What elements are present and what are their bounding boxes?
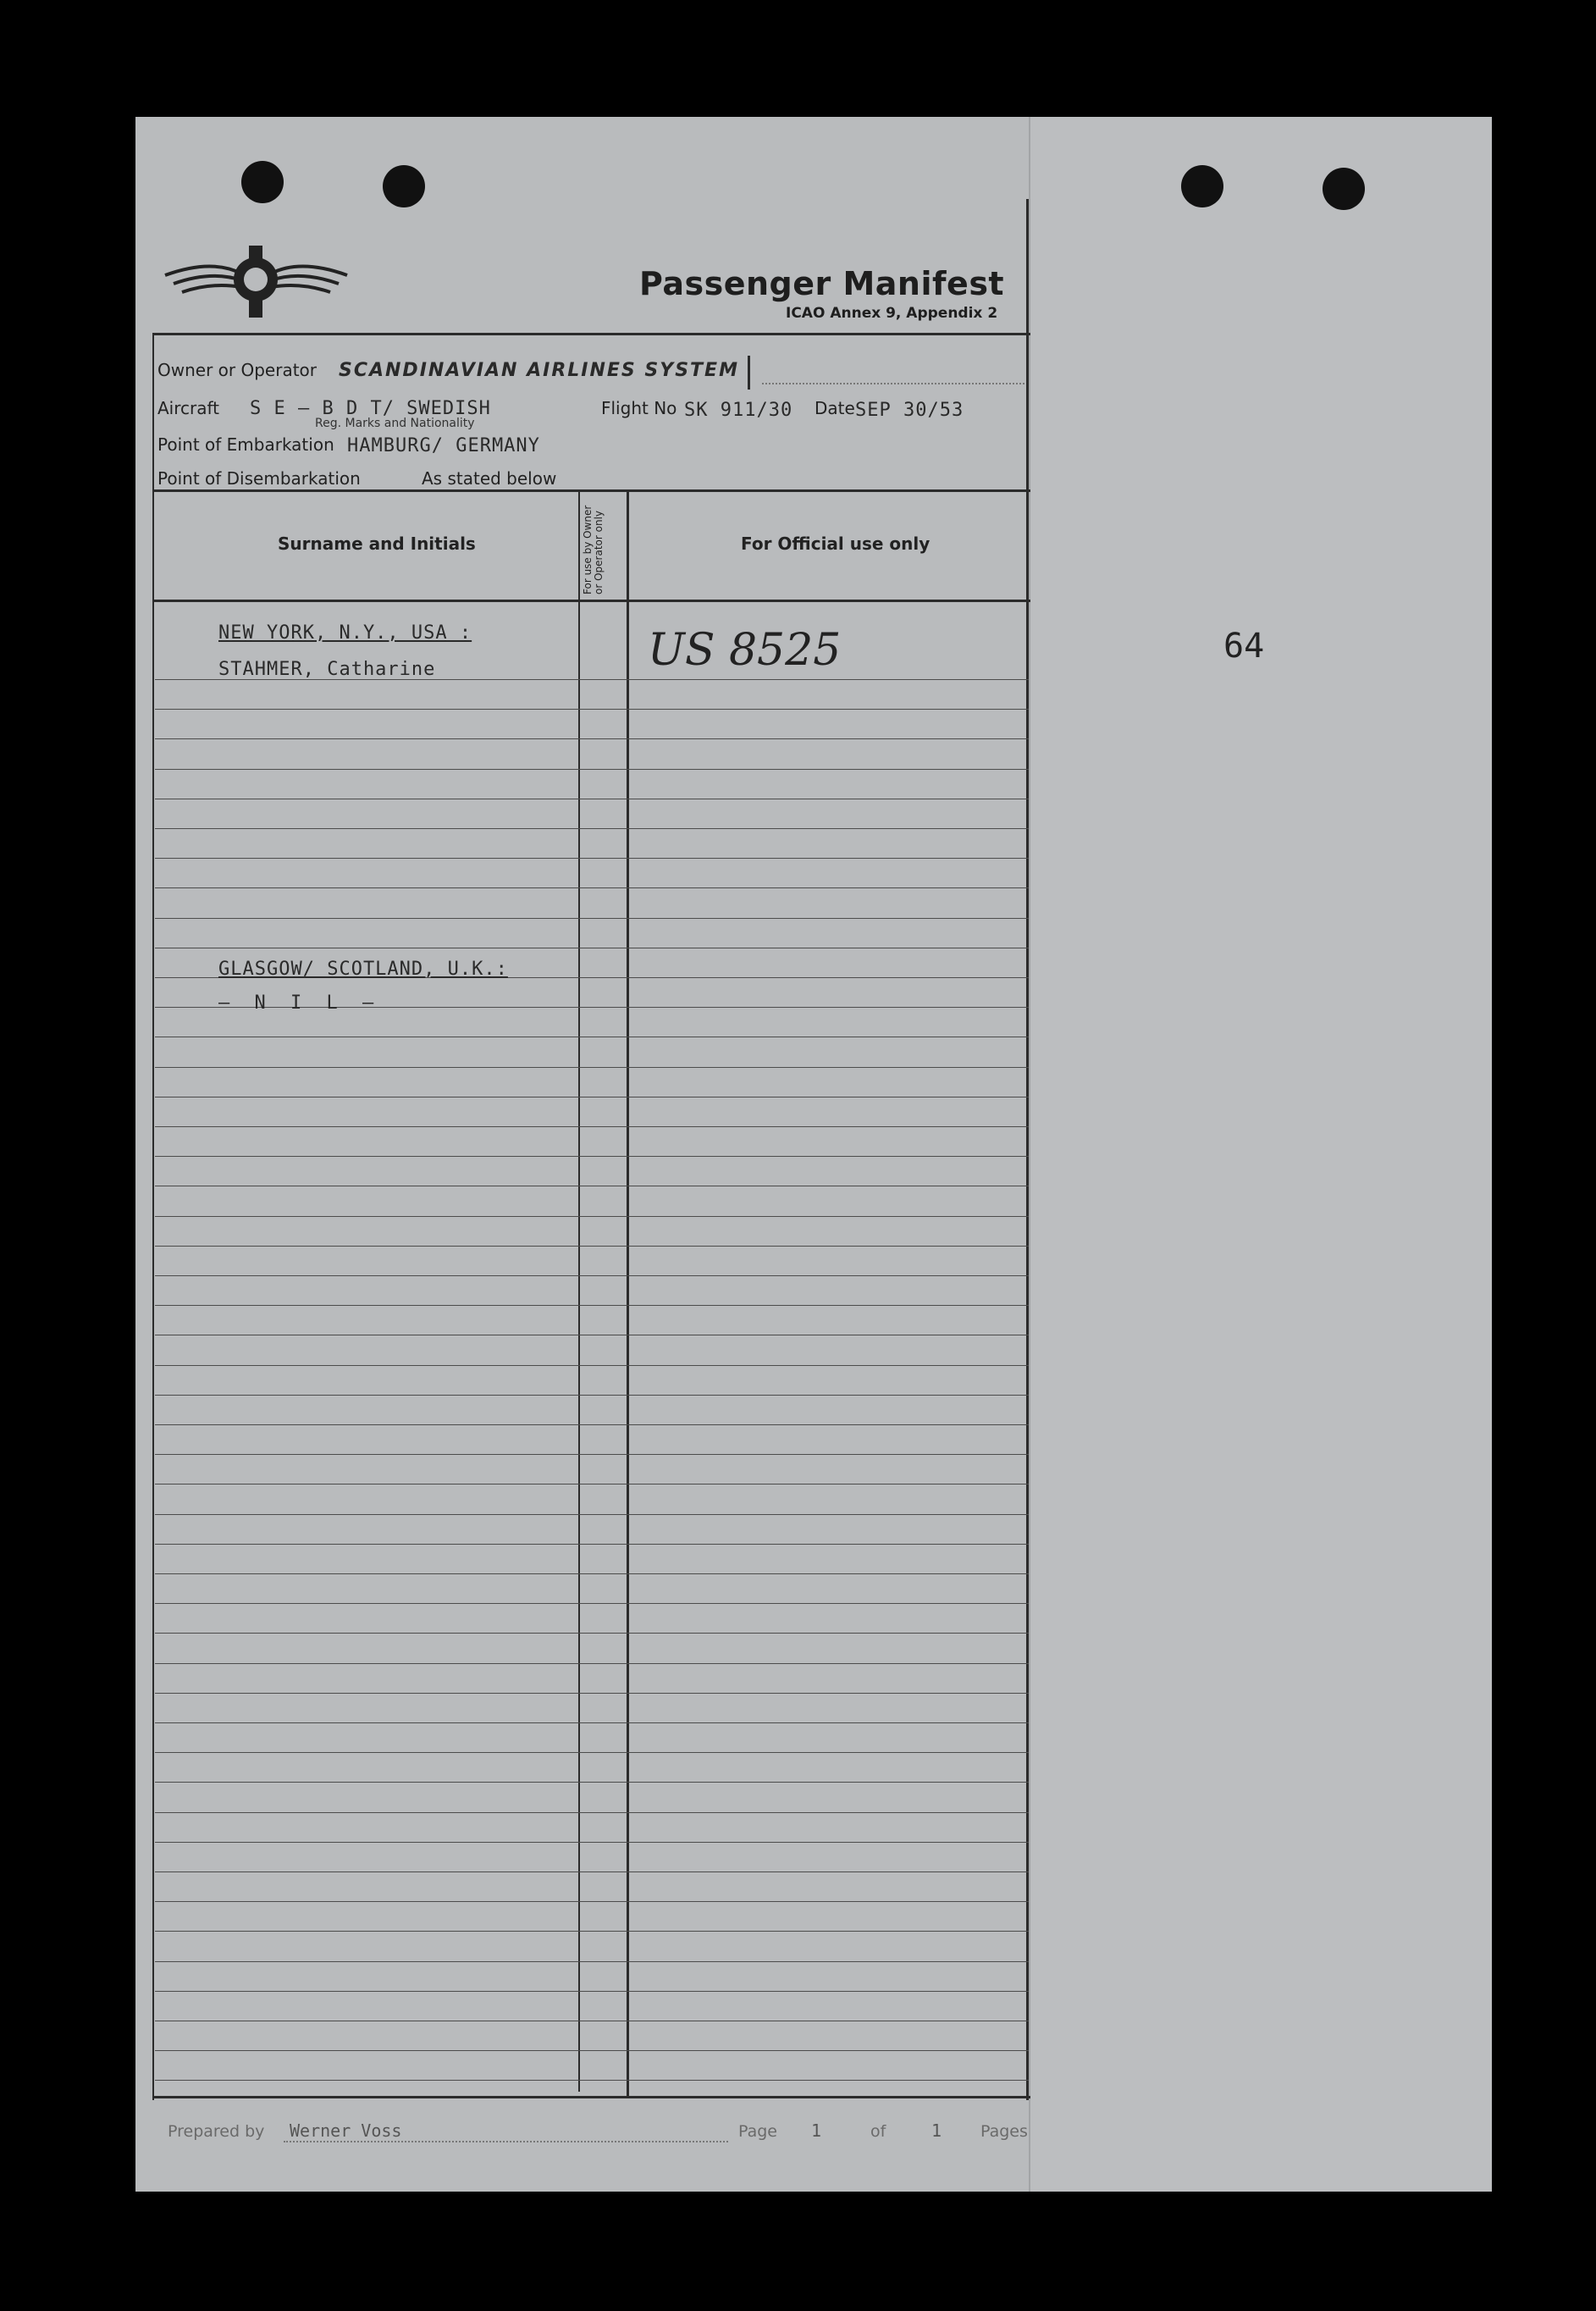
ruled-line: [155, 1693, 1029, 1694]
flight-label: Flight No: [601, 398, 677, 418]
owner-value: SCANDINAVIAN AIRLINES SYSTEM: [339, 360, 739, 381]
ruled-line: [155, 709, 1029, 710]
ruled-line: [155, 1871, 1029, 1872]
divider: [152, 489, 1030, 492]
page-title: Passenger Manifest: [639, 265, 1005, 302]
divider: [152, 333, 154, 2100]
paper-fold: [1029, 117, 1492, 2192]
ruled-line: [155, 858, 1029, 859]
of-value: 1: [931, 2120, 942, 2141]
column-header-owner-use: For use by Owner or Operator only: [582, 505, 605, 594]
ruled-line: [155, 2050, 1029, 2051]
ruled-line: [155, 738, 1029, 739]
ruled-line: [155, 1156, 1029, 1157]
ruled-line: [155, 918, 1029, 919]
divider: [284, 2141, 728, 2142]
ruled-line: [155, 1603, 1029, 1604]
ruled-line: [155, 1931, 1029, 1932]
ruled-line: [155, 1365, 1029, 1366]
ruled-line: [155, 1126, 1029, 1127]
pages-label: Pages: [980, 2122, 1028, 2141]
punch-hole: [241, 161, 284, 203]
ruled-line: [155, 1752, 1029, 1753]
divider: [152, 2096, 1030, 2098]
embarkation-value: HAMBURG/ GERMANY: [347, 435, 540, 456]
divider: [748, 356, 750, 390]
page-label: Page: [738, 2122, 777, 2141]
ruled-line: [155, 1514, 1029, 1515]
ruled-line: [155, 1216, 1029, 1217]
disembarkation-value: As stated below: [422, 468, 557, 489]
ruled-line: [155, 828, 1029, 829]
ruled-line: [155, 1424, 1029, 1425]
aircraft-note: Reg. Marks and Nationality: [315, 417, 475, 430]
airline-wings-logo-icon: [161, 241, 351, 322]
column-header-official: For Official use only: [741, 534, 931, 554]
ruled-line: [155, 887, 1029, 888]
prepared-by-value: Werner Voss: [290, 2120, 402, 2141]
ruled-line: [155, 1275, 1029, 1276]
embarkation-label: Point of Embarkation: [157, 434, 334, 455]
punch-hole: [383, 165, 425, 207]
passenger-nil: – N I L –: [218, 992, 381, 1014]
margin-page-number: 64: [1223, 627, 1265, 666]
ruled-line: [155, 1395, 1029, 1396]
ruled-line: [155, 2080, 1029, 2081]
page-subtitle: ICAO Annex 9, Appendix 2: [786, 305, 998, 322]
column-header-surname: Surname and Initials: [278, 534, 476, 554]
passenger-name: STAHMER, Catharine: [218, 659, 436, 680]
divider: [152, 333, 1030, 335]
ruled-line: [155, 1842, 1029, 1843]
ruled-line: [155, 1544, 1029, 1545]
divider: [1026, 199, 1029, 2100]
date-label: Date: [815, 398, 855, 418]
punch-hole: [1323, 168, 1365, 210]
ruled-line: [155, 1991, 1029, 1992]
official-stamp-handwritten: US 8525: [648, 625, 842, 676]
flight-value: SK 911/30: [684, 400, 793, 421]
aircraft-label: Aircraft: [157, 398, 220, 418]
ruled-line: [155, 1633, 1029, 1634]
page-value: 1: [811, 2120, 822, 2141]
divider: [627, 491, 629, 2096]
ruled-line: [155, 1067, 1029, 1068]
divider: [578, 491, 580, 2092]
aircraft-value: S E – B D T/ SWEDISH: [250, 398, 491, 419]
ruled-line: [155, 1246, 1029, 1247]
ruled-line: [155, 1782, 1029, 1783]
ruled-line: [155, 1573, 1029, 1574]
owner-label: Owner or Operator: [157, 360, 317, 380]
punch-hole: [1181, 165, 1223, 207]
ruled-line: [155, 1454, 1029, 1455]
ruled-line: [155, 1722, 1029, 1723]
disembarkation-label: Point of Disembarkation: [157, 468, 361, 489]
divider: [762, 383, 1024, 384]
of-label: of: [870, 2122, 886, 2141]
destination-glasgow: GLASGOW/ SCOTLAND, U.K.:: [218, 959, 508, 980]
date-value: SEP 30/53: [855, 400, 964, 421]
divider: [152, 600, 1030, 602]
ruled-line: [155, 1961, 1029, 1962]
ruled-line: [155, 1812, 1029, 1813]
ruled-line: [155, 1663, 1029, 1664]
ruled-line: [155, 769, 1029, 770]
prepared-by-label: Prepared by: [168, 2122, 265, 2141]
ruled-line: [155, 1901, 1029, 1902]
ruled-line: [155, 1305, 1029, 1306]
destination-new-york: NEW YORK, N.Y., USA :: [218, 622, 472, 644]
